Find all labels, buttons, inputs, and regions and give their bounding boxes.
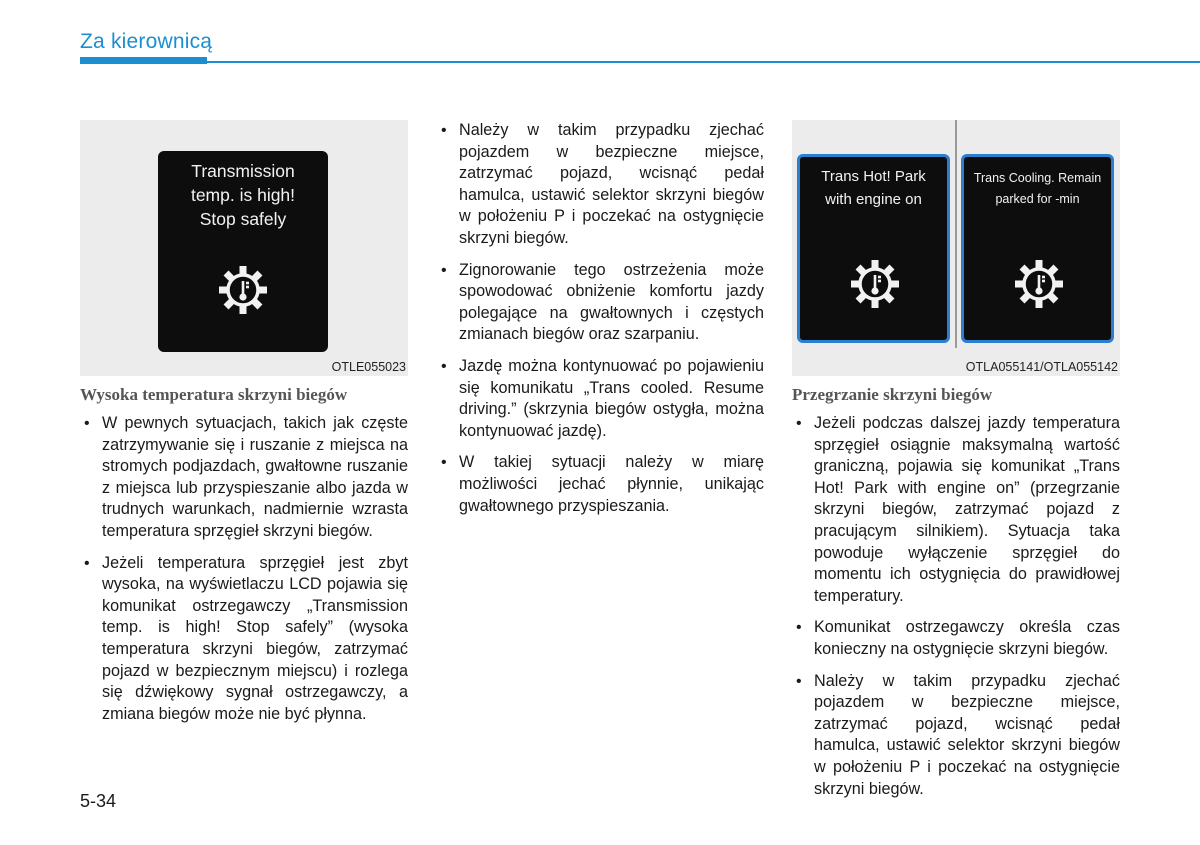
lcd-line: Trans Hot! Park xyxy=(821,168,926,185)
lcd-line: temp. is high! xyxy=(190,185,296,205)
list-item: • W takiej sytuacji należy w miarę możliwości jechać płynnie, unikając gwałtownego przyspieszania. xyxy=(437,452,764,517)
list-item: • Jeżeli podczas dalszej jazdy temperatura sprzęgieł osiągnie maksymalną wartość graniczną, pojawia się komunikat „Trans Hot! Park with engine on” (przegrzanie skrzyni biegów, zatrzymać pojazd z pracującym silnikiem). Sytuacja taka powoduje wyłączenie sprzęgieł do momentu ich ostygnięcia do prawidłowej temperatury. xyxy=(792,413,1120,607)
lcd-line: with engine on xyxy=(825,191,922,208)
header-tab-accent xyxy=(80,57,207,64)
lcd-display-trans-hot xyxy=(797,154,950,343)
list-item: • Zignorowanie tego ostrzeżenia może spowodować obniżenie komfortu jazdy polegające na gwałtownych i częstych zmianach biegów oraz szarpaniu. xyxy=(437,260,764,346)
figure-transmission-temp xyxy=(80,120,408,376)
gear-thermometer-icon xyxy=(216,263,270,317)
section-title: Za kierownicą xyxy=(80,30,213,53)
section-heading: Przegrzanie skrzyni biegów xyxy=(792,385,993,404)
section-heading: Wysoka temperatura skrzyni biegów xyxy=(80,385,348,404)
figure-code: OTLE055023 xyxy=(331,360,406,374)
list-item: • Należy w takim przypadku zjechać pojazdem w bezpieczne miejsce, zatrzymać pojazd, wcisnąć pedał hamulca, ustawić selektor skrzyni biegów w położeniu P i poczekać na ostygnięcie skrzyni biegów. xyxy=(792,671,1120,801)
lcd-display-trans-cooling xyxy=(961,154,1114,343)
list-item: • Komunikat ostrzegawczy określa czas konieczny na ostygnięcie skrzyni biegów. xyxy=(792,617,1120,660)
list-item: • Należy w takim przypadku zjechać pojazdem w bezpieczne miejsce, zatrzymać pojazd, wcisnąć pedał hamulca, ustawić selektor skrzyni biegów w położeniu P i poczekać na ostygnięcie skrzyni biegów. xyxy=(437,120,764,250)
lcd-line: Stop safely xyxy=(199,209,287,229)
header-rule xyxy=(80,61,1200,63)
middle-bullet-list xyxy=(437,120,764,527)
lcd-line: Transmission xyxy=(191,161,295,181)
left-bullet-list xyxy=(80,413,408,735)
right-bullet-list xyxy=(792,413,1120,810)
list-item: • Jazdę można kontynuować po pojawieniu się komunikatu „Trans cooled. Resume driving.” (skrzynia biegów ostygła, można kontynuować jazdę). xyxy=(437,356,764,442)
figure-code: OTLA055141/OTLA055142 xyxy=(965,360,1118,374)
page-number: 5-34 xyxy=(80,791,117,811)
figure-trans-hot xyxy=(792,120,1120,376)
list-item: • Jeżeli temperatura sprzęgieł jest zbyt wysoka, na wyświetlaczu LCD pojawia się komunikat ostrzegawczy „Transmission temp. is high! Stop safely” (wysoka temperatura skrzyni biegów, zatrzymać pojazd w bezpiecznym miejscu) i rozlega się dźwiękowy sygnał ostrzegawczy, a zmiana biegów może nie być płynna. xyxy=(80,553,408,726)
lcd-line: parked for -min xyxy=(995,192,1080,206)
list-item: • W pewnych sytuacjach, takich jak częste zatrzymywanie się i ruszanie z miejsca na stromych podjazdach, gwałtowne ruszanie z miejsca lub przyspieszanie albo jazda w trudnych warunkach, nadmiernie wzrasta temperatura sprzęgieł skrzyni biegów. xyxy=(80,413,408,543)
gear-thermometer-icon xyxy=(848,257,902,311)
figure-divider xyxy=(955,120,957,348)
lcd-line: Trans Cooling. Remain xyxy=(973,171,1102,185)
lcd-display xyxy=(158,151,328,352)
gear-thermometer-icon xyxy=(1012,257,1066,311)
